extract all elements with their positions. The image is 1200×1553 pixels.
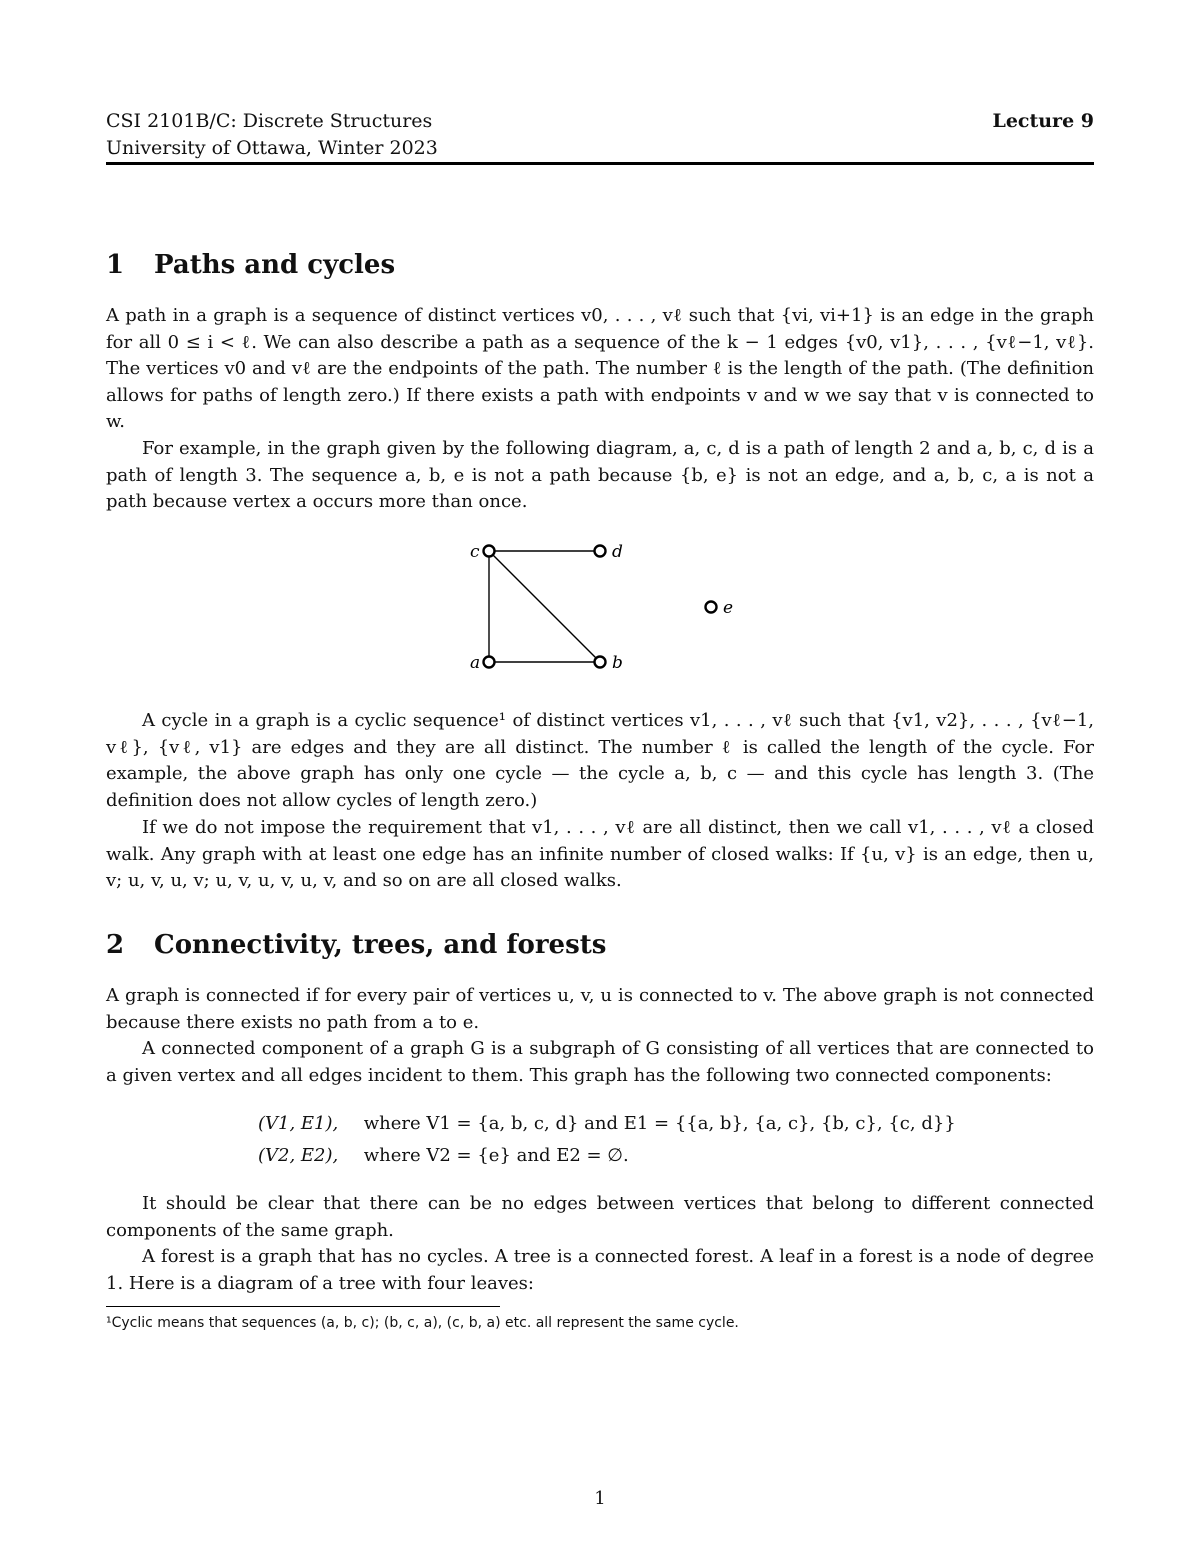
page-number: 1 xyxy=(594,1488,606,1509)
university-line: University of Ottawa, Winter 2023 xyxy=(106,137,438,159)
vertex-e xyxy=(706,602,717,613)
equation-rhs: where V2 = {e} and E2 = ∅. xyxy=(363,1145,629,1166)
paragraph: For example, in the graph given by the following diagram, a, c, d is a path of length 2 and a, b, c, d is a path of length 3. The sequence a, b, e is not a path because {b, e} is not an edge, and a, b, c, a is not a path because vertex a occurs more than once. xyxy=(106,438,1094,513)
paragraph: If we do not impose the requirement that v1, . . . , vℓ are all distinct, then we call v1, . . . , vℓ a closed walk. Any graph with at least one edge has an infinite number of closed walks: If {u, v} is an edge, then u, v; u, v, u, v; u, v, u, v, u, v, and so on are all closed walks. xyxy=(106,817,1094,892)
footnote: ¹Cyclic means that sequences (a, b, c); (b, c, a), (c, b, a) etc. all represent the same cycle. xyxy=(106,1315,739,1331)
equation-lhs: (V2, E2), xyxy=(258,1145,339,1166)
vertex-a xyxy=(484,657,495,668)
footnote-rule xyxy=(106,1306,500,1307)
page-header xyxy=(106,108,1094,162)
equation-lhs: (V1, E1), xyxy=(258,1113,339,1134)
paragraph: It should be clear that there can be no edges between vertices that belong to different connected components of the same graph. xyxy=(106,1193,1094,1241)
vertex-label-d: d xyxy=(612,542,623,562)
lecture-label: Lecture 9 xyxy=(992,110,1094,132)
header-rule xyxy=(106,162,1094,165)
paragraph: A path in a graph is a sequence of distinct vertices v0, . . . , vℓ such that {vi, vi+1} is an edge in the graph for all 0 ≤ i < ℓ. We can also describe a path as a sequence of the k − 1 edges {v0, v1}, . . . , {vℓ−1, vℓ}. The vertices v0 and vℓ are the endpoints of the path. The number ℓ is the length of the path. (The definition allows for paths of length zero.) If there exists a path with endpoints v and w we say that v is connected to w. xyxy=(106,305,1094,433)
section-1-heading xyxy=(106,250,395,280)
vertex-label-a: a xyxy=(470,653,481,673)
section-number: 1 xyxy=(106,250,125,280)
equation-row xyxy=(258,1108,956,1140)
equation-row xyxy=(258,1140,956,1172)
component-equations xyxy=(258,1108,956,1172)
vertex-label-c: c xyxy=(470,542,480,562)
course-title: CSI 2101B/C: Discrete Structures xyxy=(106,110,433,132)
paragraph: A graph is connected if for every pair of vertices u, v, u is connected to v. The above graph is not connected because there exists no path from a to e. xyxy=(106,985,1094,1033)
graph-diagram xyxy=(446,530,866,680)
section-title: Paths and cycles xyxy=(154,250,396,280)
vertex-d xyxy=(595,546,606,557)
section-2-heading xyxy=(106,930,606,960)
edge-c-b xyxy=(489,551,600,662)
vertex-label-e: e xyxy=(723,598,734,618)
vertex-label-b: b xyxy=(612,653,623,673)
vertex-c xyxy=(484,546,495,557)
section-title: Connectivity, trees, and forests xyxy=(154,930,607,960)
paragraph: A cycle in a graph is a cyclic sequence¹ of distinct vertices v1, . . . , vℓ such that {v1, v2}, . . . , {vℓ−1, vℓ}, {vℓ, v1} are edges and they are all distinct. The number ℓ is called the length of the cycle. For example, the above graph has only one cycle — the cycle a, b, c — and this cycle has length 3. (The definition does not allow cycles of length zero.) xyxy=(106,710,1094,811)
paragraph: A forest is a graph that has no cycles. A tree is a connected forest. A leaf in a forest is a node of degree 1. Here is a diagram of a tree with four leaves: xyxy=(106,1246,1094,1294)
section-number: 2 xyxy=(106,930,125,960)
equation-rhs: where V1 = {a, b, c, d} and E1 = {{a, b}, {a, c}, {b, c}, {c, d}} xyxy=(363,1113,956,1134)
paragraph: A connected component of a graph G is a subgraph of G consisting of all vertices that are connected to a given vertex and all edges incident to them. This graph has the following two connected components: xyxy=(106,1038,1094,1086)
vertex-b xyxy=(595,657,606,668)
